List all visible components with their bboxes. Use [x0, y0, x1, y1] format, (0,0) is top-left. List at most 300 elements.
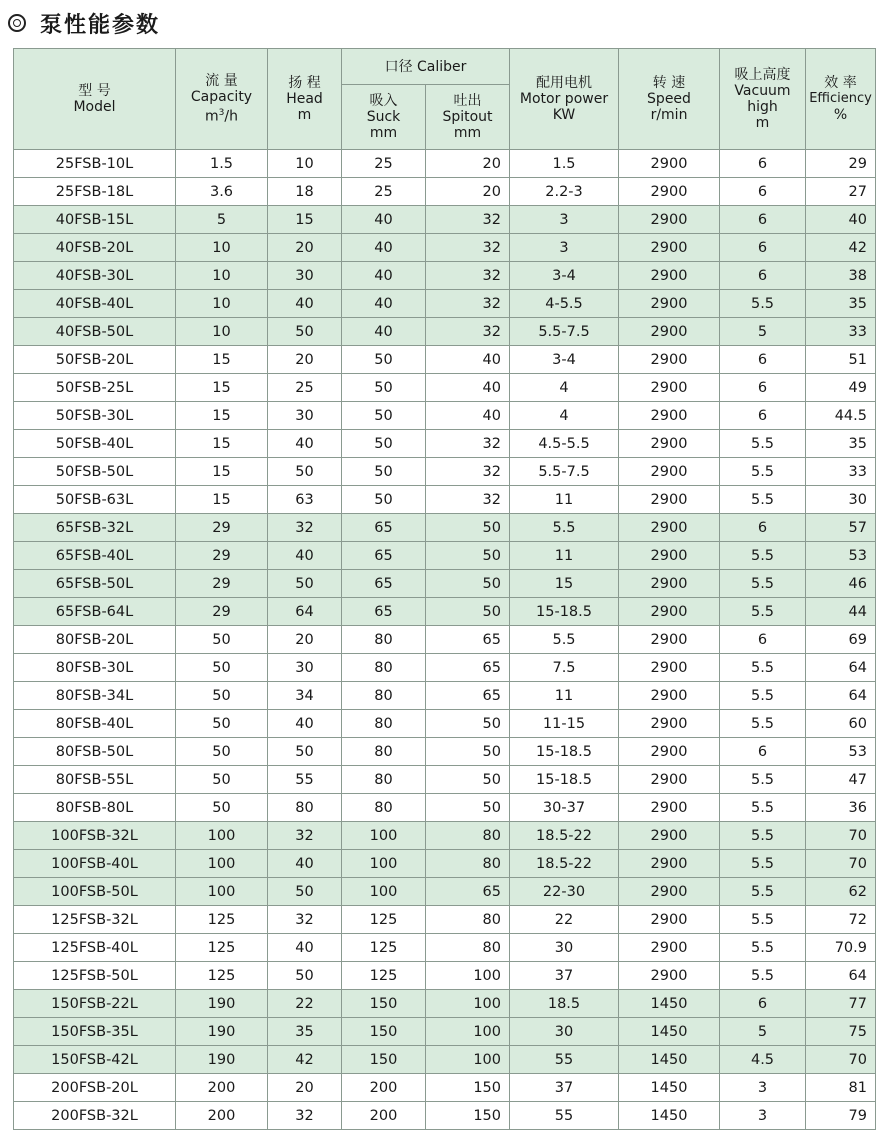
- cell-spitout: 80: [426, 822, 510, 850]
- cell-motor-power: 15: [510, 570, 619, 598]
- cell-head: 32: [268, 906, 342, 934]
- cell-suck: 50: [342, 402, 426, 430]
- cell-efficiency: 70: [806, 850, 876, 878]
- cell-motor-power: 5.5: [510, 626, 619, 654]
- table-row: [14, 1074, 876, 1102]
- cell-motor-power: 3-4: [510, 262, 619, 290]
- cell-vacuum-high: 5.5: [720, 962, 806, 990]
- table-body: [14, 150, 876, 1130]
- cell-efficiency: 30: [806, 486, 876, 514]
- cell-head: 50: [268, 570, 342, 598]
- table-row: [14, 486, 876, 514]
- cell-model: 125FSB-40L: [14, 934, 176, 962]
- cell-suck: 65: [342, 514, 426, 542]
- header-head: 扬 程 Head m: [268, 49, 342, 150]
- cell-capacity: 10: [176, 262, 268, 290]
- cell-spitout: 65: [426, 878, 510, 906]
- cell-efficiency: 64: [806, 962, 876, 990]
- cell-spitout: 100: [426, 962, 510, 990]
- cell-vacuum-high: 6: [720, 514, 806, 542]
- cell-spitout: 32: [426, 290, 510, 318]
- cell-vacuum-high: 5.5: [720, 766, 806, 794]
- cell-speed: 1450: [619, 1018, 720, 1046]
- cell-speed: 2900: [619, 514, 720, 542]
- cell-spitout: 20: [426, 178, 510, 206]
- cell-head: 40: [268, 850, 342, 878]
- cell-vacuum-high: 6: [720, 234, 806, 262]
- table-row: [14, 822, 876, 850]
- cell-motor-power: 18.5-22: [510, 822, 619, 850]
- cell-capacity: 50: [176, 710, 268, 738]
- cell-head: 30: [268, 262, 342, 290]
- cell-capacity: 50: [176, 738, 268, 766]
- cell-head: 50: [268, 878, 342, 906]
- cell-spitout: 65: [426, 626, 510, 654]
- cell-model: 50FSB-30L: [14, 402, 176, 430]
- cell-head: 30: [268, 654, 342, 682]
- cell-vacuum-high: 5.5: [720, 794, 806, 822]
- cell-motor-power: 3-4: [510, 346, 619, 374]
- cell-suck: 65: [342, 598, 426, 626]
- cell-vacuum-high: 5.5: [720, 906, 806, 934]
- cell-vacuum-high: 5.5: [720, 654, 806, 682]
- cell-capacity: 50: [176, 626, 268, 654]
- table-row: [14, 990, 876, 1018]
- table-row: [14, 766, 876, 794]
- cell-model: 100FSB-32L: [14, 822, 176, 850]
- cell-spitout: 50: [426, 710, 510, 738]
- cell-vacuum-high: 6: [720, 402, 806, 430]
- cell-motor-power: 3: [510, 206, 619, 234]
- cell-model: 80FSB-50L: [14, 738, 176, 766]
- cell-efficiency: 46: [806, 570, 876, 598]
- cell-suck: 65: [342, 542, 426, 570]
- cell-motor-power: 3: [510, 234, 619, 262]
- cell-spitout: 80: [426, 906, 510, 934]
- cell-speed: 1450: [619, 990, 720, 1018]
- cell-motor-power: 11: [510, 542, 619, 570]
- cell-capacity: 10: [176, 290, 268, 318]
- cell-suck: 200: [342, 1074, 426, 1102]
- cell-suck: 50: [342, 374, 426, 402]
- table-row: [14, 206, 876, 234]
- cell-head: 80: [268, 794, 342, 822]
- cell-capacity: 50: [176, 654, 268, 682]
- table-row: [14, 458, 876, 486]
- cell-model: 100FSB-50L: [14, 878, 176, 906]
- table-row: [14, 374, 876, 402]
- cell-model: 80FSB-20L: [14, 626, 176, 654]
- cell-efficiency: 75: [806, 1018, 876, 1046]
- cell-motor-power: 11-15: [510, 710, 619, 738]
- cell-motor-power: 4: [510, 374, 619, 402]
- table-row: [14, 514, 876, 542]
- table-row: [14, 850, 876, 878]
- cell-speed: 2900: [619, 234, 720, 262]
- cell-spitout: 150: [426, 1074, 510, 1102]
- cell-speed: 2900: [619, 430, 720, 458]
- cell-motor-power: 4.5-5.5: [510, 430, 619, 458]
- table-header: [14, 49, 876, 150]
- table-row: [14, 878, 876, 906]
- cell-model: 40FSB-50L: [14, 318, 176, 346]
- cell-spitout: 40: [426, 346, 510, 374]
- table-row: [14, 738, 876, 766]
- cell-capacity: 200: [176, 1074, 268, 1102]
- cell-motor-power: 15-18.5: [510, 766, 619, 794]
- cell-suck: 40: [342, 318, 426, 346]
- header-suck: 吸入 Suck mm: [342, 85, 426, 150]
- cell-head: 20: [268, 1074, 342, 1102]
- cell-motor-power: 37: [510, 962, 619, 990]
- cell-suck: 25: [342, 178, 426, 206]
- cell-spitout: 50: [426, 542, 510, 570]
- cell-suck: 100: [342, 878, 426, 906]
- cell-vacuum-high: 6: [720, 150, 806, 178]
- table-row: [14, 318, 876, 346]
- cell-spitout: 100: [426, 1018, 510, 1046]
- cell-vacuum-high: 6: [720, 626, 806, 654]
- cell-head: 20: [268, 346, 342, 374]
- cell-suck: 80: [342, 738, 426, 766]
- cell-model: 25FSB-18L: [14, 178, 176, 206]
- cell-spitout: 40: [426, 374, 510, 402]
- cell-vacuum-high: 5.5: [720, 682, 806, 710]
- cell-spitout: 100: [426, 990, 510, 1018]
- cell-suck: 150: [342, 990, 426, 1018]
- cell-spitout: 20: [426, 150, 510, 178]
- cell-speed: 2900: [619, 934, 720, 962]
- cell-suck: 80: [342, 710, 426, 738]
- cell-motor-power: 15-18.5: [510, 738, 619, 766]
- cell-head: 40: [268, 710, 342, 738]
- cell-model: 50FSB-63L: [14, 486, 176, 514]
- cell-spitout: 50: [426, 794, 510, 822]
- cell-head: 50: [268, 738, 342, 766]
- cell-efficiency: 53: [806, 738, 876, 766]
- cell-suck: 40: [342, 206, 426, 234]
- cell-speed: 2900: [619, 962, 720, 990]
- cell-spitout: 40: [426, 402, 510, 430]
- cell-head: 42: [268, 1046, 342, 1074]
- cell-suck: 125: [342, 906, 426, 934]
- cell-head: 40: [268, 934, 342, 962]
- cell-capacity: 50: [176, 766, 268, 794]
- cell-suck: 50: [342, 430, 426, 458]
- cell-capacity: 15: [176, 374, 268, 402]
- cell-motor-power: 15-18.5: [510, 598, 619, 626]
- cell-vacuum-high: 5.5: [720, 710, 806, 738]
- cell-efficiency: 36: [806, 794, 876, 822]
- cell-head: 55: [268, 766, 342, 794]
- cell-efficiency: 53: [806, 542, 876, 570]
- cell-speed: 2900: [619, 318, 720, 346]
- cell-spitout: 65: [426, 682, 510, 710]
- cell-model: 80FSB-34L: [14, 682, 176, 710]
- table-row: [14, 598, 876, 626]
- cell-head: 32: [268, 514, 342, 542]
- cell-model: 200FSB-20L: [14, 1074, 176, 1102]
- cell-suck: 150: [342, 1046, 426, 1074]
- cell-motor-power: 18.5-22: [510, 850, 619, 878]
- cell-spitout: 50: [426, 570, 510, 598]
- table-row: [14, 234, 876, 262]
- cell-motor-power: 1.5: [510, 150, 619, 178]
- table-row: [14, 346, 876, 374]
- cell-efficiency: 33: [806, 318, 876, 346]
- cell-speed: 2900: [619, 178, 720, 206]
- cell-capacity: 29: [176, 598, 268, 626]
- cell-spitout: 50: [426, 766, 510, 794]
- cell-motor-power: 37: [510, 1074, 619, 1102]
- cell-motor-power: 18.5: [510, 990, 619, 1018]
- cell-spitout: 80: [426, 934, 510, 962]
- cell-capacity: 100: [176, 822, 268, 850]
- cell-efficiency: 35: [806, 430, 876, 458]
- cell-capacity: 190: [176, 1046, 268, 1074]
- cell-speed: 2900: [619, 654, 720, 682]
- double-circle-icon: [8, 14, 26, 32]
- cell-head: 18: [268, 178, 342, 206]
- table-row: [14, 262, 876, 290]
- cell-head: 40: [268, 430, 342, 458]
- cell-capacity: 1.5: [176, 150, 268, 178]
- cell-suck: 80: [342, 794, 426, 822]
- table-row: [14, 906, 876, 934]
- cell-efficiency: 64: [806, 682, 876, 710]
- cell-motor-power: 30: [510, 934, 619, 962]
- cell-model: 125FSB-50L: [14, 962, 176, 990]
- cell-suck: 80: [342, 626, 426, 654]
- cell-motor-power: 30: [510, 1018, 619, 1046]
- cell-vacuum-high: 5.5: [720, 850, 806, 878]
- cell-motor-power: 7.5: [510, 654, 619, 682]
- cell-head: 15: [268, 206, 342, 234]
- cell-vacuum-high: 5: [720, 1018, 806, 1046]
- cell-motor-power: 55: [510, 1046, 619, 1074]
- cell-suck: 40: [342, 290, 426, 318]
- cell-head: 32: [268, 822, 342, 850]
- cell-head: 22: [268, 990, 342, 1018]
- cell-speed: 1450: [619, 1046, 720, 1074]
- cell-capacity: 3.6: [176, 178, 268, 206]
- table-row: [14, 654, 876, 682]
- cell-efficiency: 70: [806, 1046, 876, 1074]
- cell-speed: 2900: [619, 570, 720, 598]
- cell-speed: 2900: [619, 346, 720, 374]
- cell-motor-power: 11: [510, 486, 619, 514]
- cell-spitout: 32: [426, 430, 510, 458]
- cell-spitout: 32: [426, 206, 510, 234]
- cell-capacity: 100: [176, 850, 268, 878]
- cell-efficiency: 49: [806, 374, 876, 402]
- cell-speed: 2900: [619, 402, 720, 430]
- cell-efficiency: 62: [806, 878, 876, 906]
- cell-head: 50: [268, 962, 342, 990]
- cell-suck: 200: [342, 1102, 426, 1130]
- cell-head: 32: [268, 1102, 342, 1130]
- cell-speed: 2900: [619, 710, 720, 738]
- cell-vacuum-high: 3: [720, 1102, 806, 1130]
- header-speed: 转 速 Speed r/min: [619, 49, 720, 150]
- cell-motor-power: 55: [510, 1102, 619, 1130]
- cell-efficiency: 44: [806, 598, 876, 626]
- cell-vacuum-high: 5.5: [720, 486, 806, 514]
- cell-vacuum-high: 4.5: [720, 1046, 806, 1074]
- cell-speed: 1450: [619, 1102, 720, 1130]
- cell-suck: 80: [342, 654, 426, 682]
- cell-motor-power: 22-30: [510, 878, 619, 906]
- cell-head: 64: [268, 598, 342, 626]
- cell-speed: 2900: [619, 878, 720, 906]
- cell-capacity: 125: [176, 934, 268, 962]
- cell-model: 50FSB-50L: [14, 458, 176, 486]
- cell-speed: 2900: [619, 290, 720, 318]
- cell-spitout: 150: [426, 1102, 510, 1130]
- cell-vacuum-high: 6: [720, 374, 806, 402]
- cell-capacity: 190: [176, 1018, 268, 1046]
- cell-vacuum-high: 6: [720, 206, 806, 234]
- cell-model: 40FSB-40L: [14, 290, 176, 318]
- cell-motor-power: 4-5.5: [510, 290, 619, 318]
- section-title-bar: [8, 6, 160, 40]
- cell-model: 150FSB-35L: [14, 1018, 176, 1046]
- cell-speed: 2900: [619, 486, 720, 514]
- cell-speed: 2900: [619, 458, 720, 486]
- cell-efficiency: 29: [806, 150, 876, 178]
- cell-speed: 2900: [619, 682, 720, 710]
- cell-capacity: 15: [176, 402, 268, 430]
- cell-efficiency: 79: [806, 1102, 876, 1130]
- cell-head: 20: [268, 626, 342, 654]
- table-row: [14, 150, 876, 178]
- cell-capacity: 125: [176, 906, 268, 934]
- cell-vacuum-high: 6: [720, 262, 806, 290]
- cell-capacity: 15: [176, 430, 268, 458]
- cell-vacuum-high: 5.5: [720, 430, 806, 458]
- cell-efficiency: 40: [806, 206, 876, 234]
- cell-head: 35: [268, 1018, 342, 1046]
- cell-speed: 2900: [619, 206, 720, 234]
- table-row: [14, 402, 876, 430]
- cell-motor-power: 5.5-7.5: [510, 318, 619, 346]
- cell-model: 25FSB-10L: [14, 150, 176, 178]
- cell-vacuum-high: 5.5: [720, 542, 806, 570]
- cell-speed: 2900: [619, 766, 720, 794]
- header-spitout: 吐出 Spitout mm: [426, 85, 510, 150]
- cell-head: 34: [268, 682, 342, 710]
- header-motor-power: 配用电机 Motor power KW: [510, 49, 619, 150]
- cell-efficiency: 69: [806, 626, 876, 654]
- cell-capacity: 10: [176, 234, 268, 262]
- cell-motor-power: 4: [510, 402, 619, 430]
- cell-motor-power: 11: [510, 682, 619, 710]
- cell-spitout: 32: [426, 318, 510, 346]
- cell-spitout: 32: [426, 234, 510, 262]
- cell-vacuum-high: 5.5: [720, 878, 806, 906]
- cell-efficiency: 60: [806, 710, 876, 738]
- cell-spitout: 80: [426, 850, 510, 878]
- table-row: [14, 794, 876, 822]
- cell-model: 150FSB-22L: [14, 990, 176, 1018]
- cell-capacity: 29: [176, 514, 268, 542]
- cell-speed: 2900: [619, 626, 720, 654]
- cell-speed: 2900: [619, 150, 720, 178]
- cell-model: 50FSB-40L: [14, 430, 176, 458]
- table-row: [14, 1102, 876, 1130]
- cell-model: 80FSB-55L: [14, 766, 176, 794]
- cell-spitout: 32: [426, 262, 510, 290]
- cell-capacity: 125: [176, 962, 268, 990]
- cell-suck: 40: [342, 262, 426, 290]
- cell-spitout: 50: [426, 598, 510, 626]
- cell-model: 65FSB-40L: [14, 542, 176, 570]
- cell-suck: 100: [342, 822, 426, 850]
- table-row: [14, 962, 876, 990]
- cell-vacuum-high: 5.5: [720, 570, 806, 598]
- cell-vacuum-high: 6: [720, 738, 806, 766]
- cell-capacity: 10: [176, 318, 268, 346]
- cell-head: 50: [268, 458, 342, 486]
- cell-suck: 125: [342, 962, 426, 990]
- cell-capacity: 15: [176, 486, 268, 514]
- cell-efficiency: 70.9: [806, 934, 876, 962]
- table-row: [14, 542, 876, 570]
- cell-efficiency: 27: [806, 178, 876, 206]
- cell-suck: 125: [342, 934, 426, 962]
- cell-model: 80FSB-30L: [14, 654, 176, 682]
- cell-speed: 2900: [619, 822, 720, 850]
- cell-efficiency: 44.5: [806, 402, 876, 430]
- cell-vacuum-high: 5.5: [720, 598, 806, 626]
- cell-head: 63: [268, 486, 342, 514]
- header-efficiency: 效 率 Efficiency %: [806, 49, 876, 150]
- cell-model: 40FSB-20L: [14, 234, 176, 262]
- cell-speed: 2900: [619, 598, 720, 626]
- cell-model: 40FSB-15L: [14, 206, 176, 234]
- cell-head: 30: [268, 402, 342, 430]
- table-row: [14, 710, 876, 738]
- cell-speed: 1450: [619, 1074, 720, 1102]
- cell-efficiency: 57: [806, 514, 876, 542]
- cell-model: 100FSB-40L: [14, 850, 176, 878]
- cell-motor-power: 5.5: [510, 514, 619, 542]
- cell-spitout: 32: [426, 458, 510, 486]
- cell-suck: 40: [342, 234, 426, 262]
- cell-capacity: 29: [176, 570, 268, 598]
- cell-spitout: 65: [426, 654, 510, 682]
- cell-model: 50FSB-25L: [14, 374, 176, 402]
- cell-model: 125FSB-32L: [14, 906, 176, 934]
- cell-motor-power: 22: [510, 906, 619, 934]
- cell-motor-power: 2.2-3: [510, 178, 619, 206]
- header-vacuum-high: 吸上高度 Vacuum high m: [720, 49, 806, 150]
- cell-capacity: 50: [176, 682, 268, 710]
- cell-model: 40FSB-30L: [14, 262, 176, 290]
- cell-model: 200FSB-32L: [14, 1102, 176, 1130]
- table-row: [14, 934, 876, 962]
- cell-capacity: 15: [176, 458, 268, 486]
- cell-vacuum-high: 6: [720, 990, 806, 1018]
- cell-vacuum-high: 5.5: [720, 822, 806, 850]
- cell-suck: 25: [342, 150, 426, 178]
- cell-model: 80FSB-80L: [14, 794, 176, 822]
- cell-vacuum-high: 5.5: [720, 290, 806, 318]
- cell-spitout: 50: [426, 514, 510, 542]
- cell-efficiency: 51: [806, 346, 876, 374]
- cell-vacuum-high: 5: [720, 318, 806, 346]
- cell-efficiency: 81: [806, 1074, 876, 1102]
